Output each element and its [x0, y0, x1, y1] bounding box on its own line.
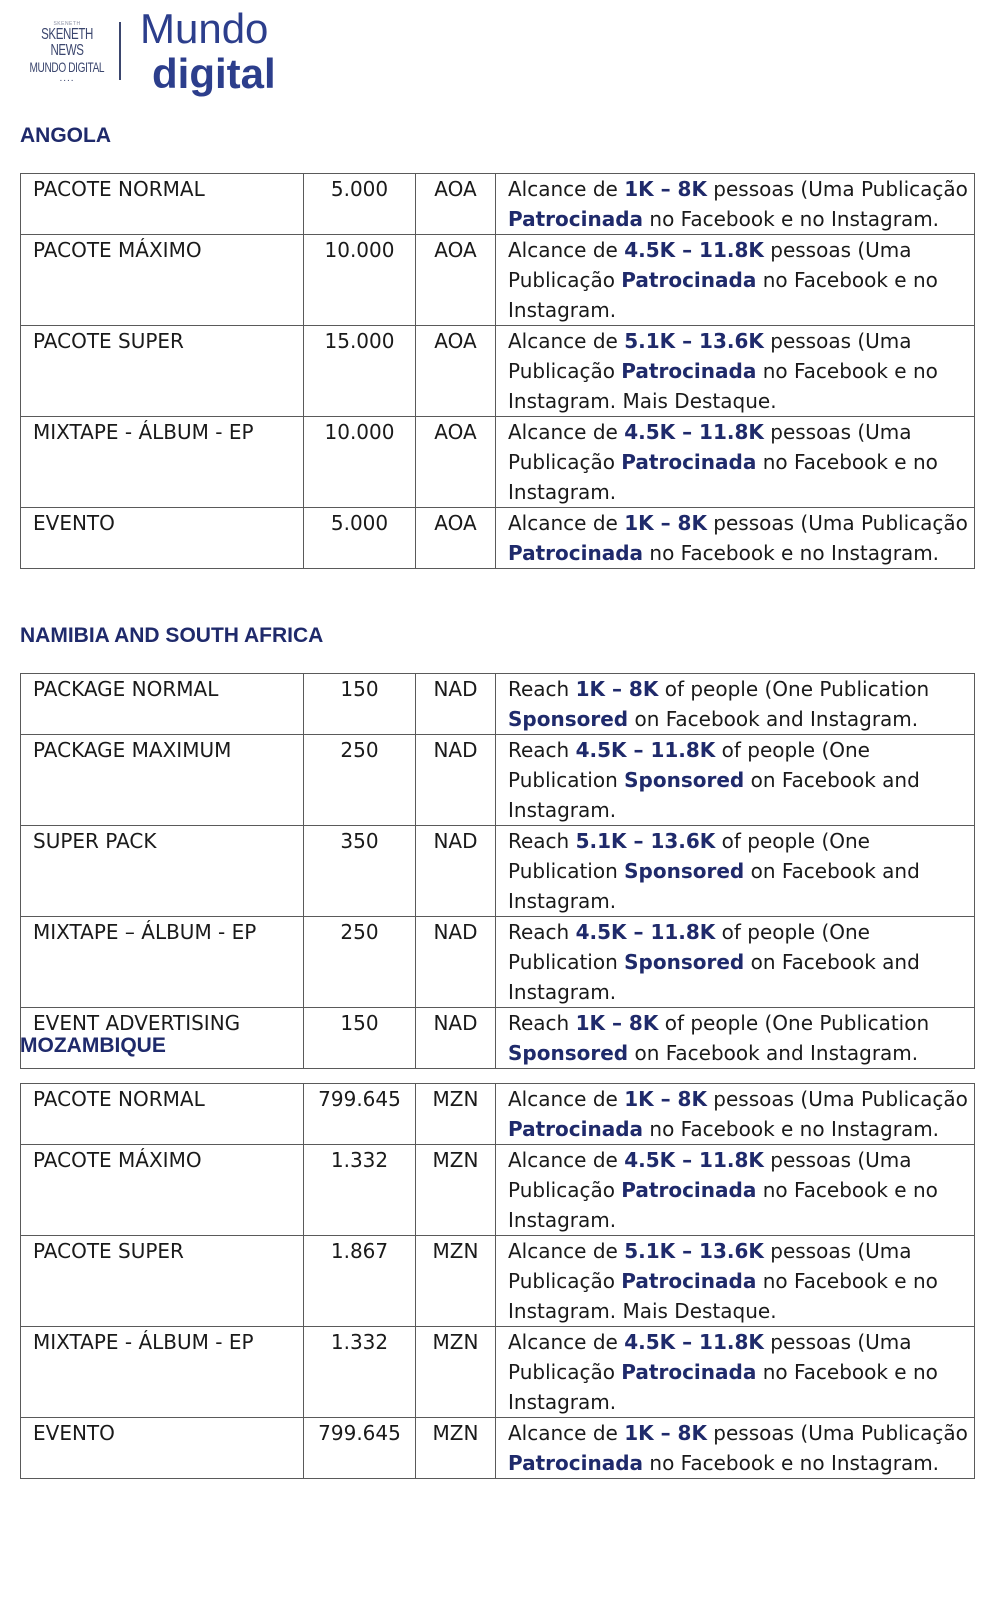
section-title-angola: ANGOLA — [20, 124, 111, 147]
table-row — [21, 1145, 975, 1236]
package-name: PACOTE NORMAL — [21, 1084, 304, 1145]
description-highlight: 4.5K – 11.8K — [575, 738, 716, 762]
package-currency: AOA — [416, 174, 496, 235]
table-row — [21, 1418, 975, 1479]
package-name: SUPER PACK — [21, 826, 304, 917]
package-description — [496, 508, 975, 569]
description-highlight: 4.5K – 11.8K — [624, 1330, 764, 1354]
description-highlight: Sponsored — [508, 707, 629, 731]
description-text: no Facebook e no Instagram. — [508, 1360, 938, 1414]
description-highlight: Patrocinada — [508, 1117, 644, 1141]
description-text: Reach — [508, 677, 576, 701]
description-text: on Facebook and Instagram. — [508, 950, 920, 1004]
package-description — [496, 735, 975, 826]
logo-divider — [119, 22, 121, 80]
description-text: Alcance de — [508, 238, 625, 262]
description-text: Reach — [508, 738, 576, 762]
package-name: EVENTO — [21, 508, 304, 569]
description-text: no Facebook e no Instagram. Mais Destaque. — [508, 1269, 938, 1323]
description-highlight: 4.5K – 11.8K — [575, 920, 716, 944]
description-text: pessoas (Uma Publicação — [706, 511, 968, 535]
description-text: pessoas (Uma Publicação — [706, 177, 968, 201]
package-currency: MZN — [416, 1418, 496, 1479]
description-text: no Facebook e no Instagram. — [643, 541, 940, 565]
header — [20, 0, 320, 105]
description-highlight: 1K – 8K — [624, 177, 707, 201]
package-name: MIXTAPE - ÁLBUM - EP — [21, 417, 304, 508]
description-text: pessoas (Uma Publicação — [706, 1421, 968, 1445]
description-highlight: 1K – 8K — [575, 1011, 659, 1035]
package-currency: MZN — [416, 1145, 496, 1236]
package-currency: NAD — [416, 826, 496, 917]
description-text: on Facebook and Instagram. — [508, 768, 920, 822]
package-currency: AOA — [416, 508, 496, 569]
description-text: no Facebook e no Instagram. — [643, 1451, 940, 1475]
description-text: pessoas (Uma Publicação — [508, 329, 912, 383]
logo-dots: .... — [59, 73, 75, 84]
package-description — [496, 826, 975, 917]
package-price: 1.332 — [304, 1145, 416, 1236]
description-text: on Facebook and Instagram. — [628, 1041, 919, 1065]
table-row — [21, 1327, 975, 1418]
package-price: 350 — [304, 826, 416, 917]
package-price: 799.645 — [304, 1084, 416, 1145]
table-row — [21, 1084, 975, 1145]
package-name: MIXTAPE – ÁLBUM - EP — [21, 917, 304, 1008]
package-price: 15.000 — [304, 326, 416, 417]
description-highlight: Patrocinada — [508, 541, 644, 565]
description-text: Alcance de — [508, 1239, 625, 1263]
package-description — [496, 1008, 975, 1069]
description-text: pessoas (Uma Publicação — [508, 1239, 912, 1293]
description-text: no Facebook e no Instagram. — [643, 207, 940, 231]
table-row — [21, 917, 975, 1008]
description-text: Alcance de — [508, 1087, 625, 1111]
package-currency: NAD — [416, 674, 496, 735]
section-title-mozambique: MOZAMBIQUE — [20, 1034, 166, 1057]
package-price: 1.867 — [304, 1236, 416, 1327]
description-highlight: Patrocinada — [508, 207, 644, 231]
description-highlight: Sponsored — [508, 1041, 629, 1065]
package-name: EVENTO — [21, 1418, 304, 1479]
description-text: of people (One Publication — [508, 829, 870, 883]
package-currency: NAD — [416, 1008, 496, 1069]
package-description — [496, 1327, 975, 1418]
package-name: PACKAGE MAXIMUM — [21, 735, 304, 826]
description-text: Alcance de — [508, 329, 625, 353]
package-price: 150 — [304, 674, 416, 735]
package-currency: AOA — [416, 417, 496, 508]
description-text: pessoas (Uma Publicação — [508, 1330, 912, 1384]
description-highlight: 4.5K – 11.8K — [624, 1148, 764, 1172]
description-text: pessoas (Uma Publicação — [706, 1087, 968, 1111]
package-name: MIXTAPE - ÁLBUM - EP — [21, 1327, 304, 1418]
package-name: PACOTE NORMAL — [21, 174, 304, 235]
package-description — [496, 917, 975, 1008]
package-currency: NAD — [416, 917, 496, 1008]
package-description — [496, 1145, 975, 1236]
package-name: PACOTE MÁXIMO — [21, 1145, 304, 1236]
description-text: pessoas (Uma Publicação — [508, 238, 912, 292]
package-currency: NAD — [416, 735, 496, 826]
description-text: pessoas (Uma Publicação — [508, 420, 912, 474]
package-name: PACOTE SUPER — [21, 326, 304, 417]
logo-small-text: SKENETH — [53, 21, 81, 27]
brand-title-line-2: digital — [152, 50, 276, 97]
package-name: EVENT ADVERTISING — [21, 1008, 304, 1069]
table-row — [21, 1236, 975, 1327]
section-title-namibia-south-africa: NAMIBIA AND SOUTH AFRICA — [20, 624, 324, 647]
brand-title-line-1: Mundo — [140, 5, 269, 52]
package-price: 250 — [304, 917, 416, 1008]
description-text: on Facebook and Instagram. — [508, 859, 920, 913]
table-row — [21, 235, 975, 326]
description-text: Reach — [508, 920, 576, 944]
description-highlight: Sponsored — [624, 768, 745, 792]
package-currency: MZN — [416, 1084, 496, 1145]
description-text: of people (One Publication — [508, 738, 870, 792]
description-highlight: Patrocinada — [621, 268, 757, 292]
package-description — [496, 1084, 975, 1145]
package-price: 799.645 — [304, 1418, 416, 1479]
description-text: no Facebook e no Instagram. Mais Destaque. — [508, 359, 938, 413]
description-highlight: 1K – 8K — [624, 511, 707, 535]
description-text: Alcance de — [508, 1330, 625, 1354]
description-text: Alcance de — [508, 511, 625, 535]
description-text: no Facebook e no Instagram. — [508, 1178, 938, 1232]
description-highlight: Sponsored — [624, 859, 745, 883]
table-row — [21, 735, 975, 826]
package-price: 5.000 — [304, 174, 416, 235]
logo-line-3: MUNDO DIGITAL — [29, 59, 105, 75]
package-price: 5.000 — [304, 508, 416, 569]
package-currency: MZN — [416, 1327, 496, 1418]
description-text: Alcance de — [508, 1421, 625, 1445]
rates-table-angola — [20, 173, 975, 569]
description-highlight: 1K – 8K — [624, 1087, 707, 1111]
description-text: Alcance de — [508, 1148, 625, 1172]
description-highlight: Patrocinada — [621, 359, 757, 383]
description-text: Reach — [508, 1011, 576, 1035]
package-price: 10.000 — [304, 235, 416, 326]
description-text: no Facebook e no Instagram. — [643, 1117, 940, 1141]
package-description — [496, 174, 975, 235]
description-text: Alcance de — [508, 420, 625, 444]
description-highlight: 1K – 8K — [575, 677, 659, 701]
package-name: PACOTE SUPER — [21, 1236, 304, 1327]
description-text: Reach — [508, 829, 576, 853]
package-description — [496, 326, 975, 417]
description-highlight: Sponsored — [624, 950, 745, 974]
logo-line-2: NEWS — [50, 42, 84, 59]
rates-table-mozambique — [20, 1083, 975, 1479]
description-highlight: 4.5K – 11.8K — [624, 420, 764, 444]
description-text: pessoas (Uma Publicação — [508, 1148, 912, 1202]
description-highlight: 5.1K – 13.6K — [575, 829, 716, 853]
description-highlight: Patrocinada — [621, 1269, 757, 1293]
description-text: of people (One Publication — [658, 1011, 930, 1035]
package-description — [496, 235, 975, 326]
table-row — [21, 826, 975, 917]
package-currency: AOA — [416, 235, 496, 326]
description-text: on Facebook and Instagram. — [628, 707, 919, 731]
description-highlight: Patrocinada — [621, 1178, 757, 1202]
logo-line-1: SKENETH — [41, 26, 93, 43]
package-description — [496, 674, 975, 735]
table-row — [21, 674, 975, 735]
package-currency: MZN — [416, 1236, 496, 1327]
description-text: no Facebook e no Instagram. — [508, 450, 938, 504]
description-highlight: Patrocinada — [621, 450, 757, 474]
package-description — [496, 1418, 975, 1479]
package-description — [496, 417, 975, 508]
package-name: PACOTE MÁXIMO — [21, 235, 304, 326]
table-row — [21, 174, 975, 235]
table-row — [21, 508, 975, 569]
description-text: Alcance de — [508, 177, 625, 201]
rates-table-namibia-south-africa — [20, 673, 975, 1069]
description-highlight: Patrocinada — [508, 1451, 644, 1475]
package-price: 150 — [304, 1008, 416, 1069]
description-text: of people (One Publication — [508, 920, 870, 974]
description-highlight: 4.5K – 11.8K — [624, 238, 764, 262]
description-highlight: 1K – 8K — [624, 1421, 707, 1445]
package-name: PACKAGE NORMAL — [21, 674, 304, 735]
description-text: of people (One Publication — [658, 677, 930, 701]
skeneth-news-logo — [24, 8, 110, 96]
table-row — [21, 326, 975, 417]
description-highlight: 5.1K – 13.6K — [624, 329, 764, 353]
package-price: 250 — [304, 735, 416, 826]
description-highlight: 5.1K – 13.6K — [624, 1239, 764, 1263]
package-description — [496, 1236, 975, 1327]
package-currency: AOA — [416, 326, 496, 417]
table-row — [21, 417, 975, 508]
package-price: 1.332 — [304, 1327, 416, 1418]
description-text: no Facebook e no Instagram. — [508, 268, 938, 322]
description-highlight: Patrocinada — [621, 1360, 757, 1384]
package-price: 10.000 — [304, 417, 416, 508]
